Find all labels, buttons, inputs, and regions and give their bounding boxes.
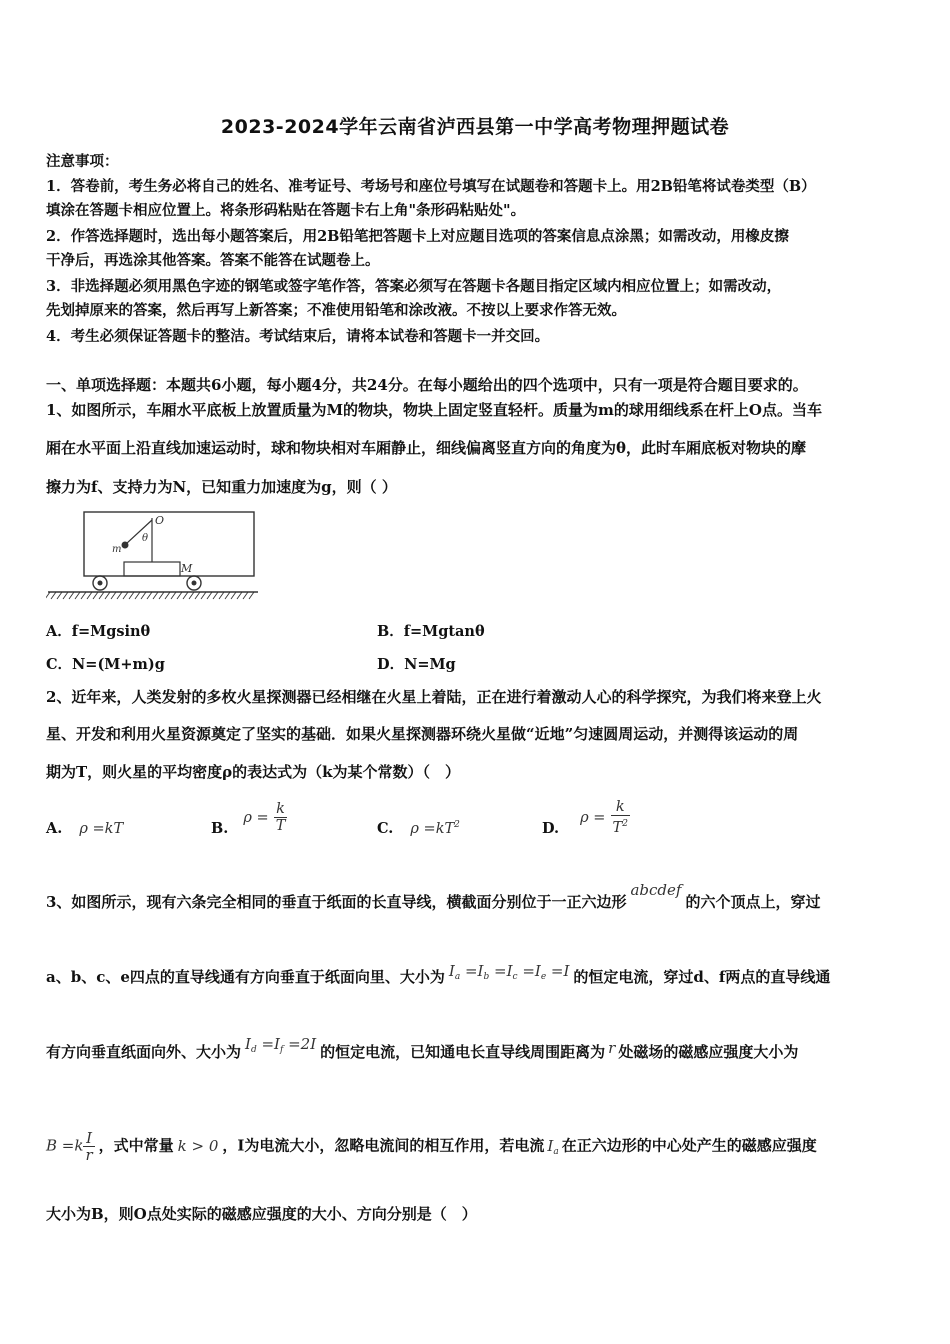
q2-option-a-expr: ρ =kT <box>79 821 124 837</box>
q3-math-currents: $I_a =I_b =I_c =I_e =I$ <box>448 962 570 982</box>
ground-hatch-line <box>177 592 182 599</box>
q2-option-a[interactable] <box>46 820 123 837</box>
q2-option-c-label: C. <box>377 820 394 837</box>
ground-hatch-line <box>51 592 56 599</box>
ground-hatch-line <box>171 592 176 599</box>
label-M: M <box>181 562 193 575</box>
ground-hatch-line <box>69 592 74 599</box>
fraction-denominator <box>611 816 630 836</box>
ground-hatch-line <box>123 592 128 599</box>
ground-hatch-line <box>117 592 122 599</box>
ground-hatch-line <box>243 592 248 599</box>
ground-hatch-line <box>81 592 86 599</box>
q3-math-r: r <box>608 1039 616 1057</box>
q1-line: 擦力为f、支持力为N，已知重力加速度为g，则（ ） <box>46 478 397 496</box>
section-heading: 一、单项选择题：本题共6小题，每小题4分，共24分。在每小题给出的四个选项中，只有一项是符合题目要求的。 <box>46 376 808 394</box>
q3-text: 的六个顶点上，穿过 <box>685 893 821 911</box>
denominator-text: T <box>612 820 623 836</box>
label-theta: θ <box>142 533 149 544</box>
q2-line: 期为T，则火星的平均密度ρ的表达式为（k为某个常数）（ ） <box>46 763 461 781</box>
ground-hatch-line <box>111 592 116 599</box>
ground-hatch-line <box>63 592 68 599</box>
q3-math-ia <box>547 1137 558 1155</box>
ground-hatch-line <box>93 592 98 599</box>
q1-option-d[interactable]: D．N=Mg <box>377 656 456 673</box>
q3-math-hexagon: abcdef <box>630 881 682 899</box>
q3-text: ，式中常量 <box>98 1136 174 1155</box>
ground-hatch-line <box>165 592 170 599</box>
q2-option-d-fraction <box>611 799 630 836</box>
fraction-numerator: k <box>611 799 630 816</box>
ground-hatch-line <box>195 592 200 599</box>
notice-line: 4．考生必须保证答题卡的整洁。考试结束后，请将本试卷和答题卡一并交回。 <box>46 328 550 345</box>
q3-line-1 <box>46 881 906 912</box>
q2-option-b[interactable] <box>211 798 287 837</box>
ground-hatch-line <box>183 592 188 599</box>
q1-option-a[interactable]: A．f=Mgsinθ <box>46 623 151 640</box>
notice-line: 2．作答选择题时，选出每小题答案后，用2B铅笔把答题卡上对应题目选项的答案信息点涂黑；如需改动，用橡皮擦 <box>46 228 789 245</box>
ground-hatch-line <box>129 592 134 599</box>
ground-hatch-line <box>189 592 194 599</box>
q1-option-c[interactable]: C．N=(M+m)g <box>46 656 165 673</box>
ground-hatch-line <box>237 592 242 599</box>
q2-option-a-label: A. <box>46 820 63 837</box>
q3-math-currents-df: $I_d =I_f =2I$ <box>245 1035 317 1055</box>
ground-hatch-line <box>99 592 104 599</box>
ia-subscript: a <box>553 1146 559 1157</box>
q2-option-d-label: D. <box>542 820 560 837</box>
q2-option-b-fraction <box>274 801 288 834</box>
ground-hatch-line <box>57 592 62 599</box>
ground-hatch-line <box>219 592 224 599</box>
q1-option-b[interactable]: B．f=Mgtanθ <box>377 623 485 640</box>
q3-line-4 <box>46 1130 906 1170</box>
notice-line: 3．非选择题必须用黑色字迹的钢笔或签字笔作答，答案必须写在答题卡各题目指定区域内相应位置上；如需改动， <box>46 278 782 295</box>
ground-hatch-line <box>141 592 146 599</box>
q1-figure-cart <box>46 506 276 606</box>
q3-text: 的恒定电流，已知通电长直导线周围距离为 <box>320 1043 606 1061</box>
ground-hatch-line <box>105 592 110 599</box>
ground-hatch-line <box>231 592 236 599</box>
q3-text: 的恒定电流，穿过d、f两点的直导线通 <box>573 968 831 986</box>
q2-option-b-lhs: ρ = <box>243 809 269 826</box>
q3-text: 有方向垂直纸面向外、大小为 <box>46 1043 242 1061</box>
ground-hatch-line <box>147 592 152 599</box>
ground-hatch-line <box>213 592 218 599</box>
page-title: 2023-2024学年云南省泸西县第一中学高考物理押题试卷 <box>220 116 730 138</box>
notice-line: 1．答卷前，考生务必将自己的姓名、准考证号、考场号和座位号填写在试题卷和答题卡上。用2B铅笔将试卷类型（B） <box>46 178 816 195</box>
q2-option-c[interactable] <box>377 820 460 837</box>
ground-hatch-line <box>159 592 164 599</box>
q2-option-d-lhs: ρ = <box>580 809 606 826</box>
ground-hatch-line <box>201 592 206 599</box>
q1-line: 厢在水平面上沿直线加速运动时，球和物块相对车厢静止，细线偏离竖直方向的角度为θ，此时车厢底板对物块的摩 <box>46 439 807 457</box>
q3-text: ，I为电流大小，忽略电流间的相互作用，若电流 <box>222 1136 545 1155</box>
q3-math-fraction <box>83 1130 94 1163</box>
q1-line: 1、如图所示，车厢水平底板上放置质量为M的物块，物块上固定竖直轻杆。质量为m的球用细线系在杆上O点。当车 <box>46 401 822 419</box>
ground-hatch-line <box>46 592 50 599</box>
ground-hatch-line <box>207 592 212 599</box>
q2-option-c-expr: ρ =kT <box>410 821 455 837</box>
ground-hatch-line <box>75 592 80 599</box>
label-O: O <box>155 514 165 527</box>
q3-line-5: 大小为B，则O点处实际的磁感应强度的大小、方向分别是（ ） <box>46 1205 477 1223</box>
q2-line: 2、近年来，人类发射的多枚火星探测器已经相继在火星上着陆，正在进行着激动人心的科学探究，为我们将来登上火 <box>46 688 822 706</box>
q2-option-c-sup: 2 <box>454 820 460 830</box>
q2-option-d[interactable] <box>542 798 630 837</box>
label-m: m <box>112 544 122 555</box>
q2-line: 星、开发和利用火星资源奠定了坚实的基础．如果火星探测器环绕火星做“近地”匀速圆周运动，并测得该运动的周 <box>46 725 799 743</box>
ia-symbol: I <box>547 1136 554 1155</box>
ground-hatch-line <box>153 592 158 599</box>
q3-math-b-lhs: B =k <box>46 1136 84 1155</box>
q3-text: 3、如图所示，现有六条完全相同的垂直于纸面的长直导线，横截面分别位于一正六边形 <box>46 893 627 911</box>
denominator-sup: 2 <box>622 819 628 829</box>
notice-heading: 注意事项： <box>46 153 119 170</box>
fraction-numerator: I <box>83 1130 94 1147</box>
q3-text: 在正六边形的中心处产生的磁感应强度 <box>561 1136 817 1155</box>
q3-text: 处磁场的磁感应强度大小为 <box>618 1043 799 1061</box>
q3-math-k: k > 0 <box>177 1136 219 1155</box>
notice-line: 先划掉原来的答案，然后再写上新答案；不准使用铅笔和涂改液。不按以上要求作答无效。 <box>46 302 626 319</box>
ground-hatch-line <box>87 592 92 599</box>
notice-line: 填涂在答题卡相应位置上。将条形码粘贴在答题卡右上角"条形码粘贴处"。 <box>46 202 526 219</box>
fraction-numerator: k <box>274 801 288 818</box>
q3-text: a、b、c、e四点的直导线通有方向垂直于纸面向里、大小为 <box>46 968 445 986</box>
q3-line-3 <box>46 1035 906 1068</box>
q3-line-2 <box>46 962 906 993</box>
ground-hatch-line <box>249 592 254 599</box>
fraction-denominator: r <box>85 1146 93 1164</box>
fraction-denominator: T <box>275 818 286 834</box>
ground-hatch-line <box>225 592 230 599</box>
q2-option-b-label: B. <box>211 820 229 837</box>
ground-hatch-line <box>135 592 140 599</box>
notice-line: 干净后，再选涂其他答案。答案不能答在试题卷上。 <box>46 252 380 269</box>
